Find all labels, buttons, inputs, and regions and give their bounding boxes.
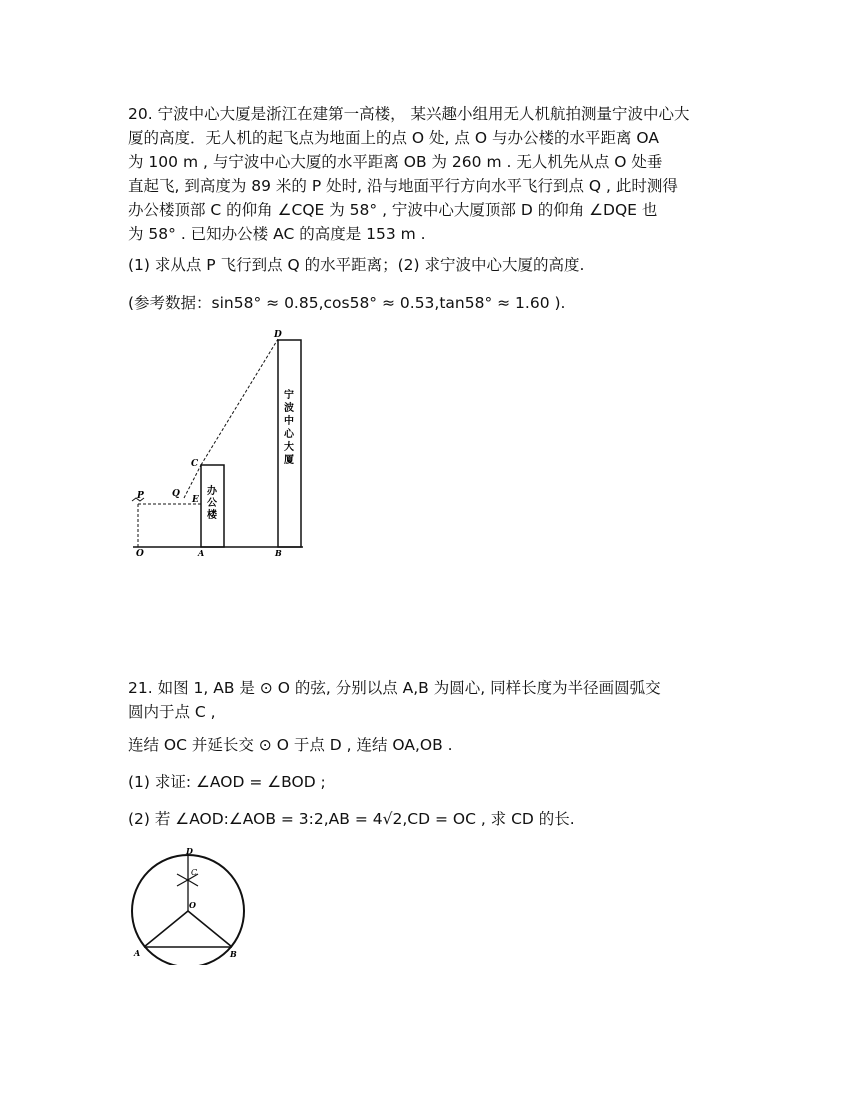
label-D: D: [274, 330, 282, 340]
label-C: C: [191, 868, 198, 877]
label-Q: Q: [172, 489, 180, 499]
label-C: C: [191, 459, 199, 469]
q21-part2: [128, 807, 738, 831]
sight-line-QC: [184, 465, 201, 498]
q20-reference-data: [128, 291, 738, 315]
office-text-1: 办: [207, 486, 217, 497]
q20-line-1: 20. 宁波中心大厦是浙江在建第一高楼， 某兴趣小组用无人机航拍测量宁波中心大: [128, 105, 690, 123]
q20-line-2: 厦的高度．无人机的起飞点为地面上的点 O 处, 点 O 与办公楼的水平距离 OA: [128, 129, 659, 147]
q20-stem: [128, 102, 738, 246]
q20-sub-text: (1) 求从点 P 飞行到点 Q 的水平距离；(2) 求宁波中心大厦的高度.: [128, 256, 585, 274]
q20-figure: [128, 328, 318, 558]
q20-line-4: 直起飞, 到高度为 89 米的 P 处时, 沿与地面平行方向水平飞行到点 Q , 此时测得: [128, 177, 678, 195]
q20-line-3: 为 100 m , 与宁波中心大厦的水平距离 OB 为 260 m . 无人机先从点 O 处垂: [128, 153, 663, 171]
label-O: O: [189, 900, 196, 910]
q21-part1: [128, 770, 738, 794]
q21-line-1: 21. 如图 1, AB 是 ⊙ O 的弦, 分别以点 A,B 为圆心, 同样长度为半径画圆弧交: [128, 679, 661, 697]
label-B: B: [230, 949, 237, 959]
tower-text-6: 厦: [284, 455, 294, 466]
label-A: A: [134, 948, 141, 958]
label-E: E: [192, 495, 199, 505]
label-D: D: [186, 846, 193, 856]
tower-text-5: 大: [284, 442, 294, 453]
segment-OA: [144, 911, 188, 947]
tower-text-1: 宁: [284, 390, 294, 401]
segment-OB: [188, 911, 232, 947]
q21-part2-text: (2) 若 ∠AOD:∠AOB = 3:2,AB = 4√2,CD = OC , 求 CD 的长.: [128, 810, 575, 828]
office-text-2: 公: [207, 498, 217, 509]
q20-line-5: 办公楼顶部 C 的仰角 ∠CQE 为 58° , 宁波中心大厦顶部 D 的仰角 ∠DQE 也: [128, 201, 658, 219]
tower-text-3: 中: [284, 416, 294, 427]
q21-connect-text: 连结 OC 并延长交 ⊙ O 于点 D , 连结 OA,OB .: [128, 736, 453, 754]
sight-line-CD: [201, 339, 278, 465]
label-A: A: [198, 548, 205, 558]
q21-figure: [126, 840, 256, 965]
tower-text-4: 心: [284, 429, 294, 440]
q21-part1-text: (1) 求证: ∠AOD = ∠BOD ;: [128, 773, 326, 791]
office-text-3: 楼: [207, 510, 217, 521]
q21-connect: [128, 733, 738, 757]
q21-line-2: 圆内于点 C ,: [128, 703, 216, 721]
q20-line-6: 为 58° . 已知办公楼 AC 的高度是 153 m .: [128, 225, 426, 243]
q21-stem: [128, 676, 738, 724]
q20-ref-text: (参考数据：sin58° ≈ 0.85,cos58° ≈ 0.53,tan58° ≈ 1.60 ).: [128, 294, 566, 312]
label-P: P: [137, 491, 144, 501]
label-B: B: [275, 548, 282, 558]
tower-text-2: 波: [284, 403, 294, 414]
q20-subquestions: [128, 253, 738, 277]
label-O: O: [136, 549, 144, 558]
